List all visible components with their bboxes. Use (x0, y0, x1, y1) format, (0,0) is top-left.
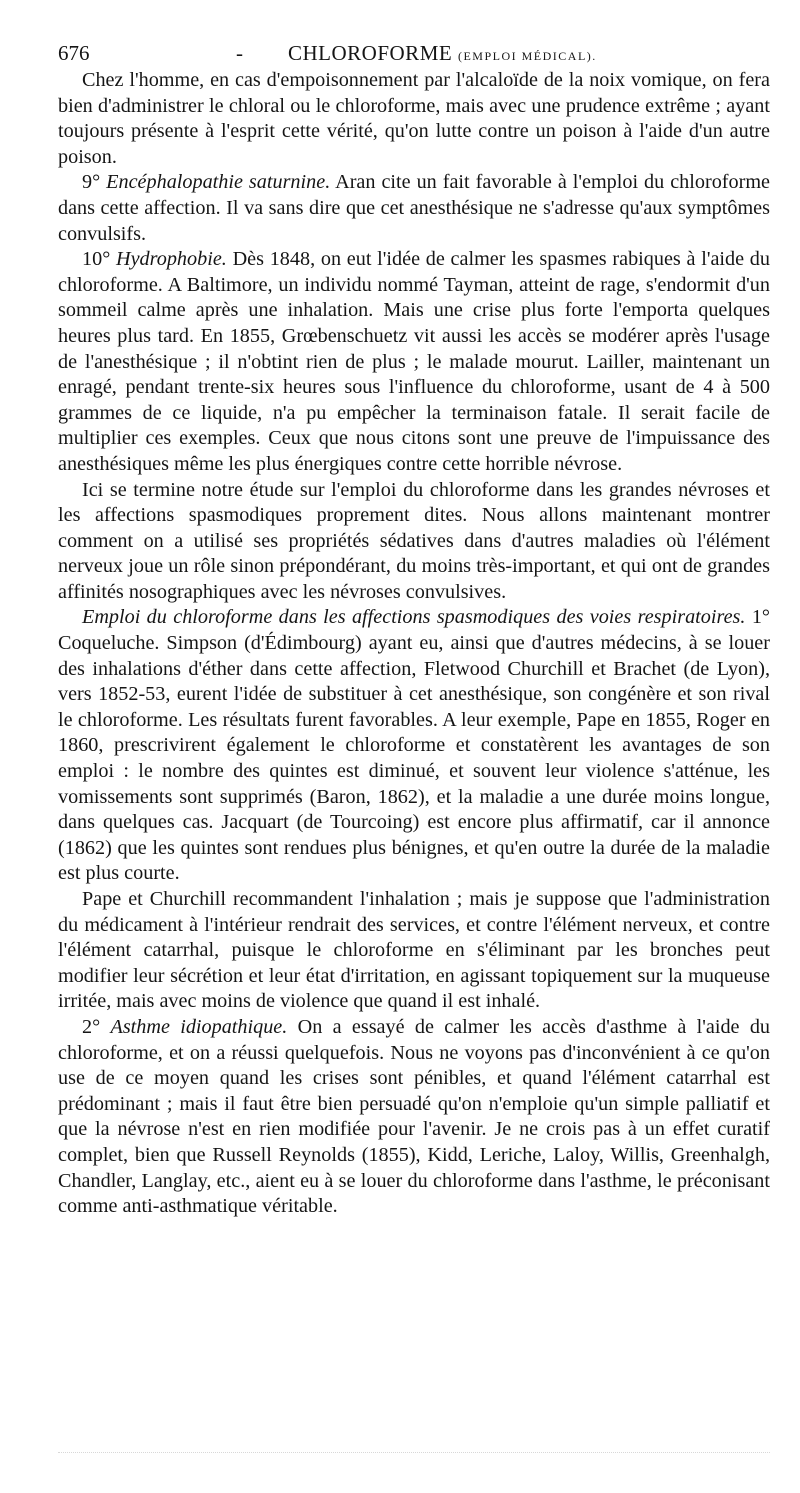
running-title-main: CHLOROFORME (288, 41, 453, 65)
section-heading: Emploi du chloroforme dans les affections spasmodiques des voies respiratoires. (82, 606, 746, 629)
header-mark: - (236, 41, 243, 65)
running-title (288, 38, 597, 71)
paragraph-transition (58, 478, 770, 606)
paragraph-strychnine (58, 68, 770, 170)
paragraph-encephalopathie (58, 170, 770, 247)
paragraph-coqueluche (58, 605, 770, 887)
paragraph-text: 1° Coqueluche. Simpson (d'Édimbourg) ayant eu, ainsi que d'autres médecins, à se louer des inhalations d'éther dans cette affection, Fletwood Churchill et Brachet (de Lyon), vers 1852-53, eurent l'idée de substituer à cet anesthésique, son congénère et son rival le chloroforme. Les résultats furent favorables. A leur exemple, Pape en 1855, Roger en 1860, prescrivirent également le chloroforme et constatèrent les avantages de son emploi : le nombre des quintes est diminué, et souvent leur violence s'atténue, les vomissements sont supprimés (Baron, 1862), et la maladie a une durée moins longue, dans quelques cas. Jacquart (de Tourcoing) est encore plus affirmatif, car il annonce (1862) que les quintes sont rendues plus bénignes, et qu'en outre la durée de la maladie est plus courte. (58, 606, 771, 885)
paragraph-inhalation (58, 887, 770, 1015)
paragraph-text: Ici se termine notre étude sur l'emploi du chloroforme dans les grandes névroses et les affections spasmodiques proprement dites. Nous allons maintenant montrer comment on a utilisé ses propriétés sédatives dans d'autres maladies où l'élément nerveux joue un rôle sinon prépondérant, du moins très-important, et qui ont de grandes affinités nosographiques avec les névroses convulsives. (58, 478, 770, 603)
item-number: 9° (82, 171, 107, 194)
paragraph-text: Pape et Churchill recommandent l'inhalation ; mais je suppose que l'administration du médicament à l'intérieur rendrait des services, et contre l'élément nerveux, et contre l'élément catarrhal, puisque le chloroforme en s'éliminant par les bronches peut modifier leur sécrétion et leur état d'irritation, en agissant topiquement sur la muqueuse irritée, mais avec moins de violence que quand il est inhalé. (58, 888, 770, 1013)
paragraph-asthme (58, 1015, 770, 1220)
paragraph-text: Dès 1848, on eut l'idée de calmer les spasmes rabiques à l'aide du chloroforme. A Baltimore, un individu nommé Tayman, atteint de rage, s'endormit d'un sommeil calme après une inhalation. Mais une crise plus forte l'emporta quelques heures plus tard. En 1855, Grœbenschuetz vit aussi les accès se modérer après l'usage de l'anesthésique ; il n'obtint rien de plus ; le malade mourut. Lailler, maintenant un enragé, pendant trente-six heures sous l'influence du chloroforme, usant de 4 à 500 grammes de ce liquide, n'a pu empêcher la terminaison fatale. Il serait facile de multiplier ces exemples. Ceux que nous citons sont une preuve de l'impuissance des anesthésiques même les plus énergiques contre cette horrible névrose. (58, 248, 770, 475)
item-number: 10° (82, 248, 116, 271)
section-heading: Encéphalopathie saturnine. (106, 171, 331, 194)
paragraph-text: On a essayé de calmer les accès d'asthme à l'aide du chloroforme, et on a réussi quelquefois. Nous ne voyons pas d'inconvénient à ce qu'on use de ce moyen quand les crises sont pénibles, et quand l'élément catarrhal est prédominant ; mais il faut être bien persuadé qu'on n'emploie qu'un simple palliatif et que la névrose n'est en rien modifiée pour l'avenir. Je ne crois pas à un effet curatif complet, bien que Russell Reynolds (1855), Kidd, Leriche, Laloy, Willis, Greenhalgh, Chandler, Langlay, etc., aient eu à se louer du chloroforme dans l'asthme, le préconisant comme anti-asthmatique véritable. (58, 1015, 771, 1218)
page-body (58, 68, 770, 1220)
paragraph-hydrophobie (58, 247, 770, 477)
section-heading: Asthme idiopathique. (110, 1015, 288, 1038)
page-number: 676 (58, 41, 90, 65)
paragraph-text: Aran cite un fait favorable à l'emploi du chloroforme dans cette affection. Il va sans dire que cet anesthésique ne s'adresse qu'aux symptômes convulsifs. (58, 171, 771, 245)
section-heading: Hydrophobie. (116, 248, 227, 271)
running-header (58, 38, 770, 68)
running-title-subtitle: (EMPLOI MÉDICAL). (457, 49, 597, 63)
item-number: 2° (82, 1015, 111, 1038)
bottom-rule (58, 1452, 770, 1455)
paragraph-text: Chez l'homme, en cas d'empoisonnement par l'alcaloïde de la noix vomique, on fera bien d'administrer le chloral ou le chloroforme, mais avec une prudence extrême ; ayant toujours présente à l'esprit cette vérité, qu'on lutte contre un poison à l'aide d'un autre poison. (58, 69, 770, 168)
